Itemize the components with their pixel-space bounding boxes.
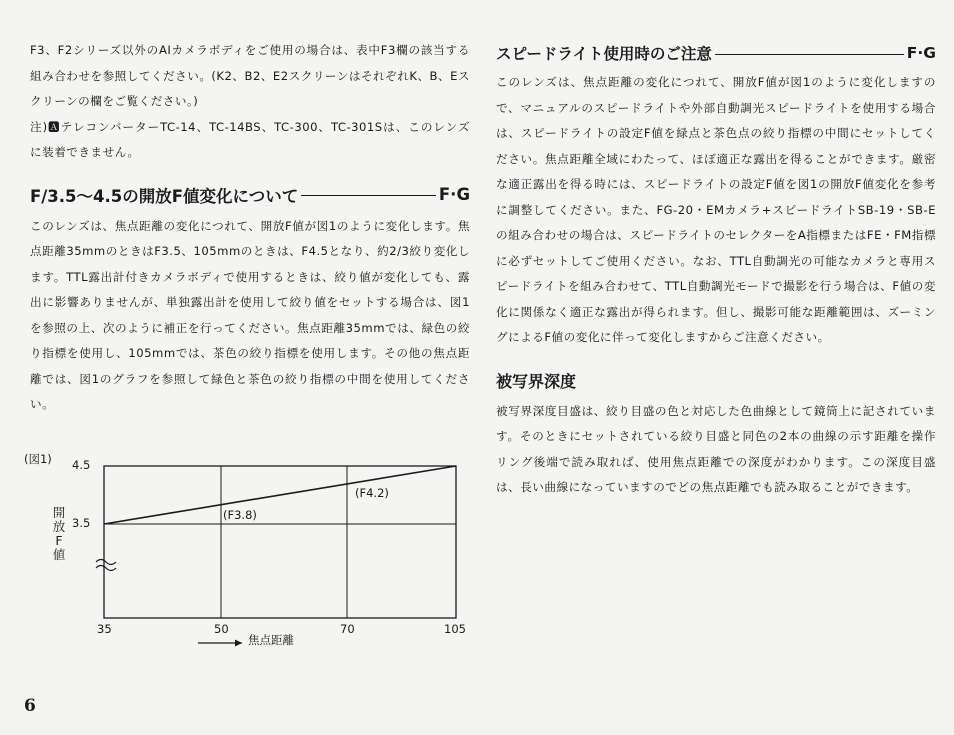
heading-rule — [301, 195, 436, 196]
dof-body: 被写界深度目盛は、絞り目盛の色と対応した色曲線として鏡筒上に記されています。そのときにセットされている絞り目盛と同色の2本の曲線の示す距離を操作リング後端で読み取れば、使用焦点距離での深度がわかります。この深度目盛は、長い曲線になっていますのでどの焦点距離でも読み取ることができます。 — [496, 403, 936, 494]
left-column — [30, 38, 470, 418]
x-axis-title: 焦点距離 — [248, 633, 294, 647]
x-tick-label: 35 — [97, 622, 112, 636]
x-tick-label: 70 — [340, 622, 355, 636]
aperture-chart — [24, 450, 470, 660]
speedlight-heading-text: スピードライト使用時のご注意 — [496, 45, 712, 63]
heading-rule — [715, 54, 904, 55]
aperture-heading-text: F/3.5〜4.5の開放F値変化について — [30, 186, 299, 206]
y-axis-title: 開 放 F 値 — [52, 505, 66, 562]
axis-break-mark — [96, 566, 116, 571]
aperture-heading — [30, 180, 470, 210]
note-paragraph: 注)🅰テレコンバーターTC-14、TC-14BS、TC-300、TC-301Sは、このレンズに装着できません。 — [30, 119, 470, 159]
chart-plot — [30, 450, 470, 660]
dof-heading: 被写界深度 — [496, 371, 577, 391]
aperture-body: このレンズは、焦点距離の変化につれて、開放F値が図1のように変化します。焦点距離35mmのときはF3.5、105mmのときは、F4.5となり、約2/3絞り変化します。TTL露出計付きカメラボディで使用するときは、絞り値が変化しても、露出に影響ありませんが、単独露出計を使用して絞り値をセットする場合は、図1を参照の上、次のように補正を行ってください。焦点距離35mmでは、緑色の絞り指標を使用し、105mmでは、茶色の絞り指標を使用します。その他の焦点距離では、図1のグラフを参照して緑色と茶色の絞り指標の中間を使用してください。 — [30, 218, 470, 411]
x-axis-arrow-head — [235, 640, 242, 647]
y-tick-label: 3.5 — [72, 516, 91, 530]
aperture-heading-tag: F·G — [438, 185, 470, 204]
right-column — [496, 38, 936, 501]
intro-paragraph: F3、F2シリーズ以外のAIカメラボディをご使用の場合は、表中F3欄の該当する組み合わせを参照してください。(K2、B2、E2スクリーンはそれぞれK、B、Eスクリーンの欄をご覧ください。) — [30, 43, 470, 108]
x-tick-label: 105 — [444, 622, 466, 636]
y-tick-label: 4.5 — [72, 458, 91, 472]
speedlight-heading — [496, 38, 936, 68]
page-number: 6 — [24, 696, 36, 716]
axis-break-mark — [96, 560, 116, 565]
annotation-f42: (F4.2) — [355, 486, 389, 500]
speedlight-heading-tag: F·G — [906, 44, 936, 62]
data-line — [104, 466, 456, 524]
x-tick-label: 50 — [214, 622, 229, 636]
figure-caption: (図1) — [24, 452, 52, 466]
plot-frame — [104, 466, 456, 618]
annotation-f38: (F3.8) — [223, 508, 257, 522]
speedlight-body: このレンズは、焦点距離の変化につれて、開放F値が図1のように変化しますので、マニュアルのスピードライトや外部自動調光スピードライトを使用する場合は、スピードライトの設定F値を緑点と茶色点の絞り指標の中間にセットしてください。焦点距離全域にわたって、ほぼ適正な露出を得ることができます。厳密な適正露出を得る時には、スピードライトの設定F値を図1の開放F値変化を参考に調整してください。また、FG-20・EMカメラ+スピードライトSB-19・SB-Eの組み合わせの場合は、スピードライトのセレクターをA指標またはFE・FM指標に必ずセットしてご使用ください。なお、TTL自動調光の可能なカメラと専用スピードライトを組み合わせて、TTL自動調光モードで撮影を行う場合は、F値の変化に関係なく適正な露出が得られます。但し、撮影可能な距離範囲は、ズーミングによるF値の変化に伴って変化しますからご注意ください。 — [496, 75, 936, 344]
